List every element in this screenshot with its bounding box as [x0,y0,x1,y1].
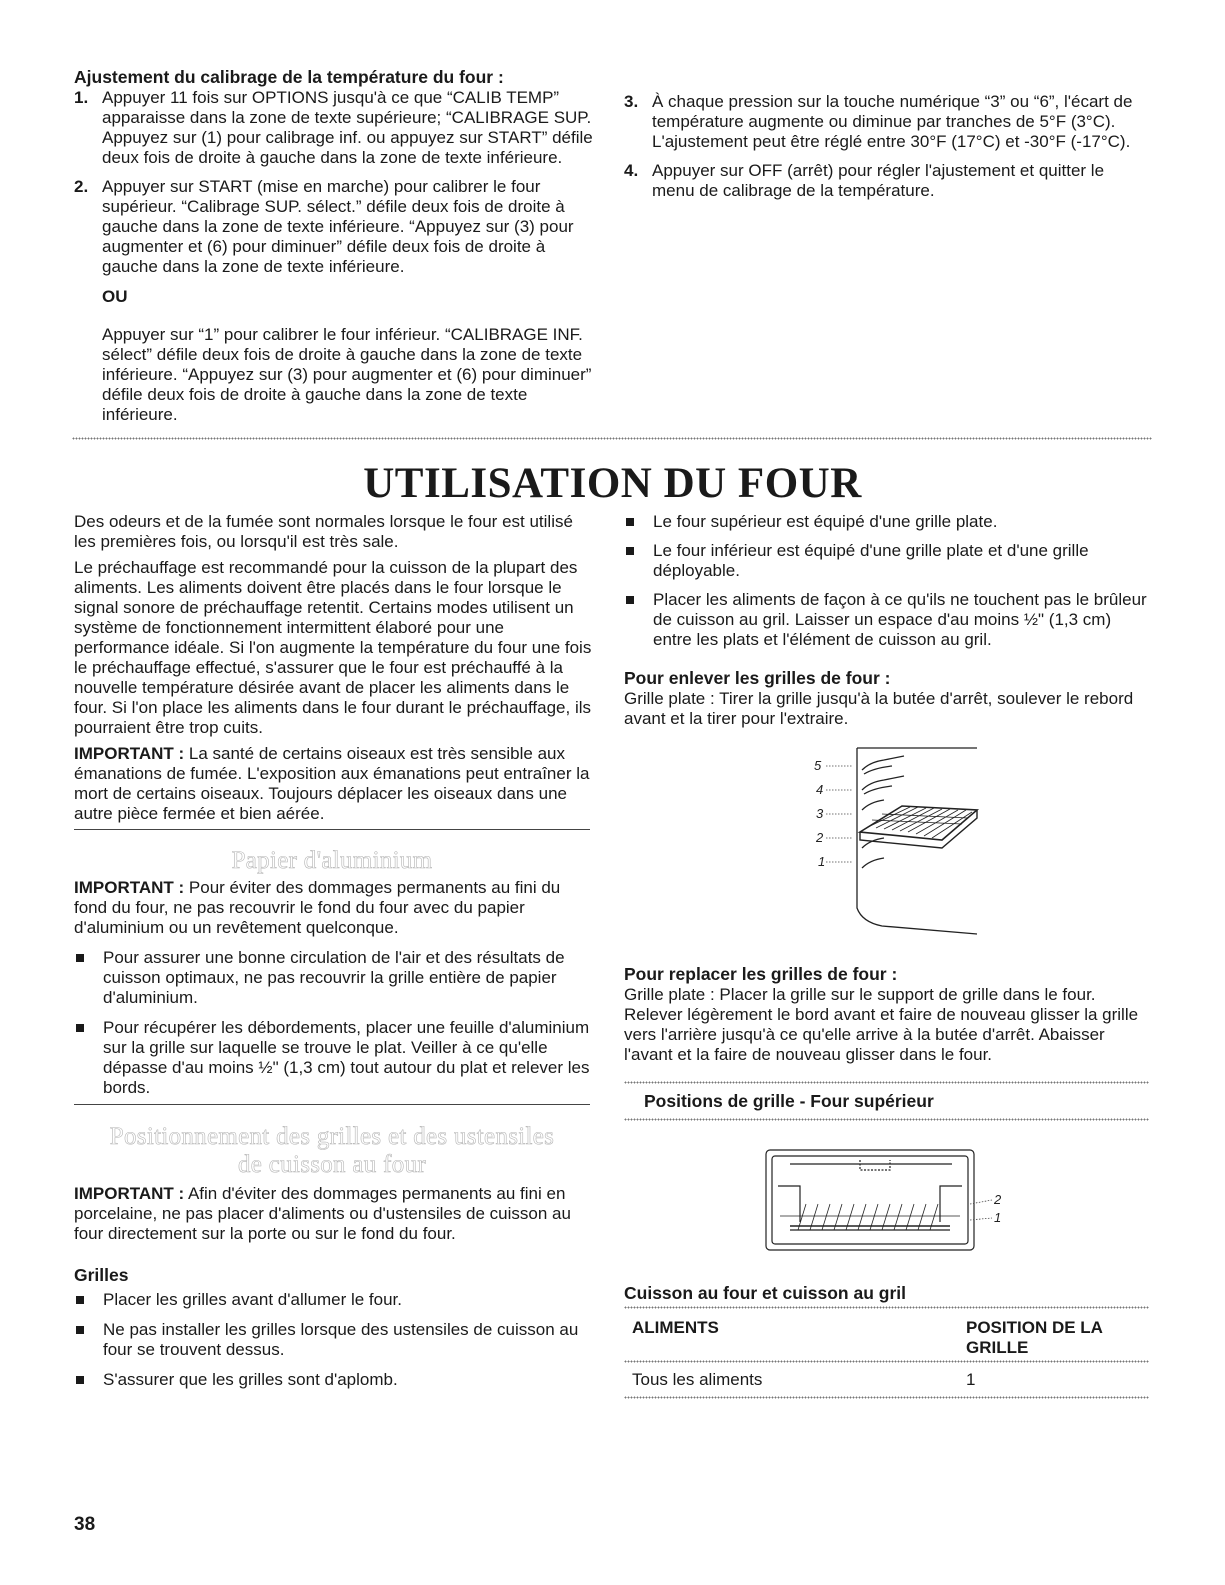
table-row [624,1370,1149,1392]
positions-divider [624,1081,1149,1084]
positions-heading: Positions de grille - Four supérieur [644,1091,934,1111]
bake-broil-heading: Cuisson au four et cuisson au gril [624,1283,906,1303]
replace-racks-section [624,963,1149,1065]
intro-paragraph-1: Des odeurs et de la fumée sont normales lorsque le four est utilisé les premières fois, ou lorsqu'il est très sale. [74,512,573,551]
positions-divider [624,1118,1149,1121]
important-label: IMPORTANT : [74,744,185,763]
table-header-position-line-2: GRILLE [966,1338,1029,1357]
upper-oven-figure [760,1146,1020,1256]
calib-ou: OU [102,287,128,306]
step-number: 1. [74,88,89,107]
table-header-position-line-1: POSITION DE LA [966,1318,1103,1337]
rack-label-3: 3 [816,806,824,821]
page-title: UTILISATION DU FOUR [363,460,862,507]
calib-step-4 [624,161,1149,201]
grilles-bullet-1: Placer les grilles avant d'allumer le four. [74,1290,594,1310]
important-text: Afin d'éviter des dommages permanents au fini en porcelaine, ne pas placer d'aliments ou d'ustensiles de cuisson au four directement sur la porte ou sur le fond du four. [74,1184,571,1243]
rack-label-2: 2 [816,830,824,845]
positioning-section [74,1184,594,1390]
important-label: IMPORTANT : [74,1184,185,1203]
foil-bullet-2: Pour récupérer les débordements, placer une feuille d'aluminium sur la grille sur laquelle se trouve le plat. Veiller à ce qu'elle dépasse d'au moins ½" (1,3 cm) tout autour du plat et relever les bords. [74,1018,594,1098]
intro-paragraph-3 [74,744,594,824]
upper-rack-label-2: 2 [994,1192,1002,1207]
important-label: IMPORTANT : [74,878,185,897]
grilles-bullet-3: S'assurer que les grilles sont d'aplomb. [74,1370,594,1390]
table-header-rule [624,1360,1149,1363]
rack-bullet-1: Le four supérieur est équipé d'une grille plate. [624,512,1149,532]
rack-position-table [624,1310,1149,1357]
upper-rack-label-1: 1 [994,1210,1002,1225]
rack-label-4: 4 [816,782,824,797]
step-text: À chaque pression sur la touche numérique “3” ou “6”, l'écart de température augmente ou diminue par tranches de 5°F (3°C). L'ajustement peut être réglé entre 30°F (17°C) et -30°F (-17°C). [652,92,1133,151]
replace-racks-text: Grille plate : Placer la grille sur le support de grille dans le four. Relever légèrement le bord avant et faire de nouveau glisser la grille vers l'arrière jusqu'à ce qu'elle arrive à la butée d'arrêt. Abaisser l'avant et la faire de nouveau glisser dans le four. [624,985,1139,1064]
table-bottom-rule [624,1396,1149,1399]
table-cell-food: Tous les aliments [632,1370,763,1389]
step-number: 4. [624,161,639,180]
calib-step-2 [74,177,594,277]
step-text: Appuyer sur START (mise en marche) pour calibrer le four supérieur. “Calibrage SUP. sélect.” défile deux fois de droite à gauche dans la zone de texte inférieure. “Appuyez sur (3) pour augmenter et (6) pour diminuer” défile deux fois de droite à gauche dans la zone de texte inférieure. [102,177,574,276]
calibration-heading: Ajustement du calibrage de la température du four : [74,67,504,87]
calibration-section-right [624,92,1149,201]
step-number: 3. [624,92,639,111]
rack-label-5: 5 [814,758,822,773]
positioning-heading-line-2: de cuisson au four [238,1151,426,1178]
rack-bullet-3: Placer les aliments de façon à ce qu'ils ne touchent pas le brûleur de cuisson au gril. Laisser un espace d'au moins ½" (1,3 cm) entre les plats et l'élément de cuisson au gril. [624,590,1149,650]
foil-heading: Papier d'aluminium [231,847,433,874]
positioning-heading-line-1: Positionnement des grilles et des ustensiles [109,1123,555,1150]
foil-section [74,878,594,1098]
grilles-bullet-2: Ne pas installer les grilles lorsque des ustensiles de cuisson au four se trouvent dessus. [74,1320,594,1360]
step-number: 2. [74,177,89,196]
foil-bullet-1: Pour assurer une bonne circulation de l'air et des résultats de cuisson optimaux, ne pas recouvrir la grille entière de papier d'aluminium. [74,948,594,1008]
rack-label-1: 1 [818,854,826,869]
important-text: La santé de certains oiseaux est très sensible aux émanations de fumée. L'exposition aux émanations peut entraîner la mort de certains oiseaux. Toujours déplacer les oiseaux dans une autre pièce fermée et bien aérée. [74,744,590,823]
remove-racks-text: Grille plate : Tirer la grille jusqu'à la butée d'arrêt, soulever le rebord avant et la tirer pour l'extraire. [624,689,1134,728]
calibration-section [74,66,594,425]
step-text: Appuyer 11 fois sur OPTIONS jusqu'à ce que “CALIB TEMP” apparaisse dans la zone de texte supérieure; “CALIBRAGE SUP. Appuyez sur (1) pour calibrage inf. ou appuyez sur START” défile deux fois de droite à gauche dans la zone de texte inférieure. [102,88,593,167]
rack-positions-figure [812,740,992,940]
calib-alternative: Appuyer sur “1” pour calibrer le four inférieur. “CALIBRAGE INF. sélect” défile deux fois de droite à gauche dans la zone de texte inférieure. “Appuyez sur (3) pour augmenter et (6) pour diminuer” défile deux fois de droite à gauche dans la zone de texte inférieure. [102,325,592,424]
remove-racks-heading: Pour enlever les grilles de four : [624,668,891,688]
table-header-food: ALIMENTS [632,1318,719,1337]
rack-info-section [624,512,1149,729]
calib-step-1 [74,88,594,168]
intro-section [74,512,594,824]
rack-bullet-2: Le four inférieur est équipé d'une grille plate et d'une grille déployable. [624,541,1149,581]
positioning-important [74,1184,594,1244]
divider-rule [74,829,590,830]
page-number: 38 [74,1514,96,1535]
important-text: Pour éviter des dommages permanents au fini du fond du four, ne pas recouvrir le fond du four avec du papier d'aluminium ou un revêtement quelconque. [74,878,561,937]
foil-important [74,878,594,938]
table-cell-position: 1 [966,1370,976,1389]
intro-paragraph-2: Le préchauffage est recommandé pour la cuisson de la plupart des aliments. Les aliments doivent être placés dans le four lorsque le signal sonore de préchauffage retentit. Certains modes utilisent un système de fonctionnement intermittent élaboré pour une performance idéale. Si l'on augmente la température du four une fois le préchauffage effectué, s'assurer que le four est préchauffé à la nouvelle température désirée avant de placer les aliments dans le four. Si l'on place les aliments dans le four durant le préchauffage, ils pourraient être trop cuits. [74,558,592,737]
step-text: Appuyer sur OFF (arrêt) pour régler l'ajustement et quitter le menu de calibrage de la température. [652,161,1105,200]
replace-racks-heading: Pour replacer les grilles de four : [624,964,898,984]
calib-step-3 [624,92,1149,152]
grilles-heading: Grilles [74,1265,129,1285]
divider-rule [74,1104,590,1105]
section-divider [72,437,1152,440]
table-top-rule [624,1306,1149,1309]
